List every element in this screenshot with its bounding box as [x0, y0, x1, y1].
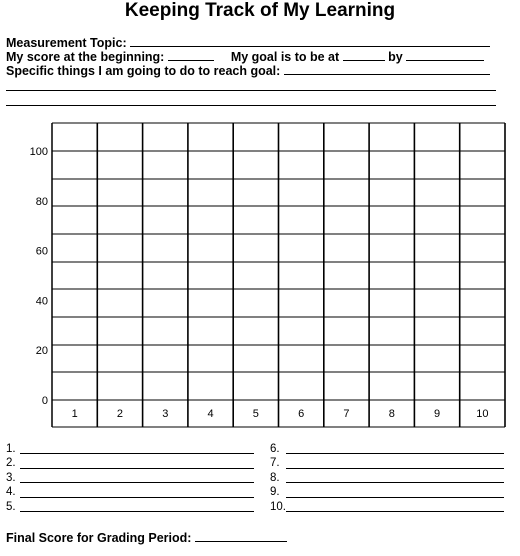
graph-grid	[52, 123, 505, 427]
x-tick-label: 5	[252, 408, 259, 420]
list-entry-line[interactable]	[20, 511, 254, 512]
list-item	[6, 471, 258, 485]
list-item	[270, 500, 506, 514]
list-entry-line[interactable]	[20, 453, 254, 454]
list-item	[6, 485, 258, 499]
x-tick-label: 2	[116, 408, 124, 420]
final-score-field[interactable]	[195, 531, 287, 542]
list-left	[6, 442, 258, 514]
x-tick-label: 4	[207, 408, 214, 420]
y-tick-label: 80	[35, 195, 48, 208]
list-number: 4.	[6, 486, 16, 499]
y-tick-label: 40	[35, 295, 48, 308]
x-axis-ticks	[72, 408, 489, 420]
y-tick-label: 60	[35, 245, 48, 258]
measurement-topic-label: Measurement Topic:	[6, 36, 127, 50]
x-tick-label: 9	[433, 408, 441, 420]
list-entry-line[interactable]	[286, 511, 504, 512]
list-number: 2.	[6, 457, 16, 470]
list-number: 10.	[270, 500, 286, 513]
y-tick-label: 0	[41, 395, 48, 407]
x-tick-label: 10	[476, 408, 489, 420]
list-number: 7.	[270, 457, 280, 470]
list-item	[6, 456, 258, 470]
score-beginning-label: My score at the beginning:	[6, 50, 165, 64]
by-label: by	[388, 50, 403, 64]
y-tick-label: 100	[29, 146, 48, 158]
page-title: Keeping Track of My Learning	[124, 0, 396, 21]
list-item	[270, 471, 506, 485]
list-number: 6.	[270, 443, 280, 455]
list-item	[270, 456, 506, 470]
list-entry-line[interactable]	[286, 468, 504, 469]
list-item	[270, 485, 506, 499]
list-item	[270, 442, 506, 456]
list-number: 1.	[6, 443, 16, 455]
x-tick-label: 6	[298, 408, 305, 420]
list-number: 5.	[6, 500, 16, 513]
x-tick-label: 3	[162, 408, 169, 420]
list-number: 9.	[270, 486, 280, 499]
x-tick-label: 7	[343, 408, 350, 420]
list-number: 8.	[270, 471, 280, 484]
list-right	[270, 442, 506, 514]
y-tick-label: 20	[35, 345, 48, 358]
x-tick-label: 8	[388, 408, 395, 420]
list-entry-line[interactable]	[286, 482, 504, 483]
y-axis-ticks	[30, 146, 48, 407]
list-entry-line[interactable]	[20, 497, 254, 498]
goal-label: My goal is to be at	[230, 50, 340, 64]
list-number: 3.	[6, 471, 16, 484]
list-entry-line[interactable]	[286, 497, 504, 498]
list-entry-line[interactable]	[286, 453, 504, 454]
x-tick-label: 1	[71, 408, 78, 420]
list-entry-line[interactable]	[20, 468, 254, 469]
final-score-row	[6, 531, 287, 545]
list-item	[6, 500, 258, 514]
list-entry-line[interactable]	[20, 482, 254, 483]
final-score-label: Final Score for Grading Period:	[6, 531, 192, 545]
list-item	[6, 442, 258, 456]
specific-things-label: Specific things I am going to do to reach goal:	[6, 64, 281, 78]
